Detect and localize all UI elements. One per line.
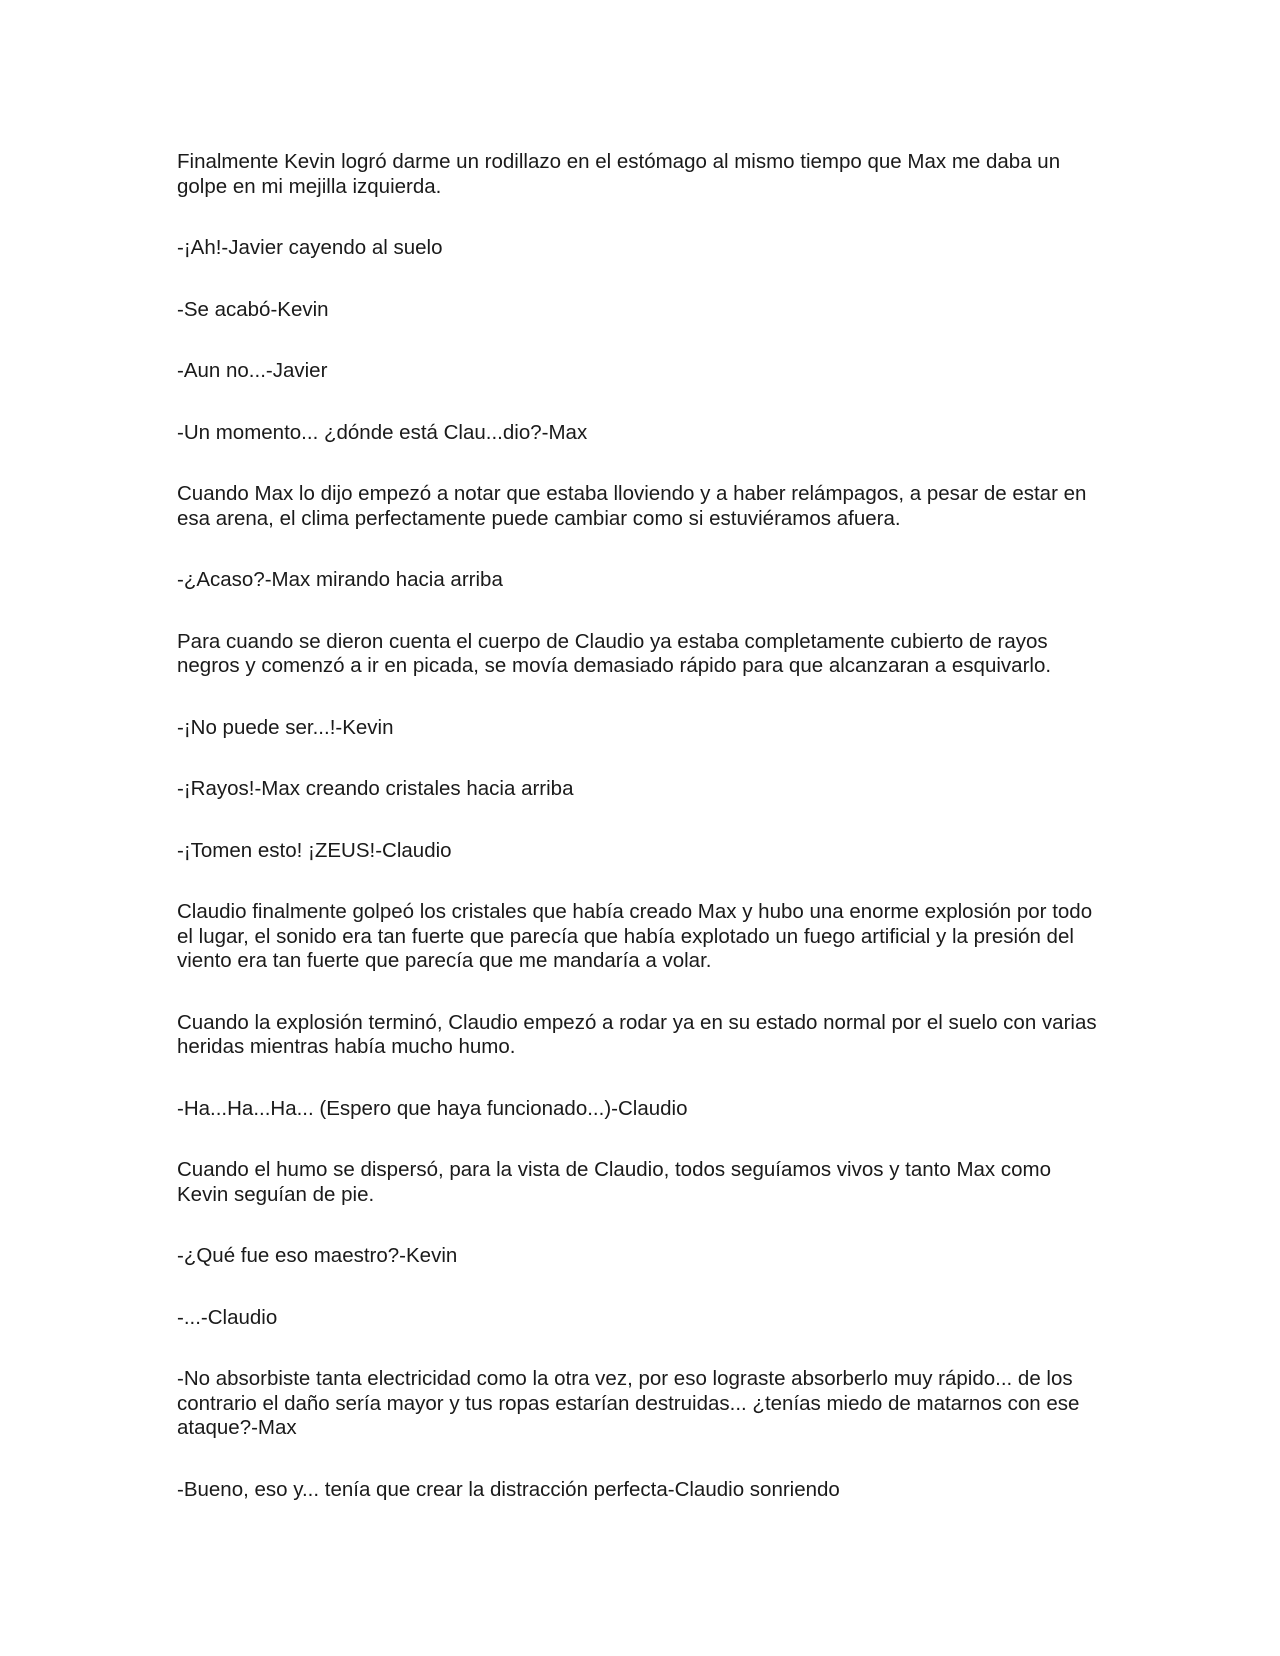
- dialogue-line: -¡Ah!-Javier cayendo al suelo: [177, 236, 443, 259]
- paragraph: Claudio finalmente golpeó los cristales que había creado Max y hubo una enorme explosión por todo el lugar, el sonido era tan fuerte que parecía que había explotado un fuego artificial y la presión del viento era tan fuerte que parecía que me mandaría a volar.: [177, 900, 1093, 972]
- paragraph: Cuando Max lo dijo empezó a notar que estaba lloviendo y a haber relámpagos, a pesar de estar en esa arena, el clima perfectamente puede cambiar como si estuviéramos afuera.: [177, 482, 1087, 530]
- dialogue-line: -¿Qué fue eso maestro?-Kevin: [177, 1244, 458, 1267]
- paragraph: -No absorbiste tanta electricidad como la otra vez, por eso lograste absorberlo muy rápido... de los contrario el daño sería mayor y tus ropas estarían destruidas... ¿tenías miedo de matarnos con ese ataque?-Max: [177, 1367, 1080, 1439]
- dialogue-line: -Bueno, eso y... tenía que crear la distracción perfecta-Claudio sonriendo: [177, 1477, 840, 1501]
- paragraph: Para cuando se dieron cuenta el cuerpo de Claudio ya estaba completamente cubierto de rayos negros y comenzó a ir en picada, se movía demasiado rápido para que alcanzaran a esquivarlo.: [177, 629, 1052, 677]
- dialogue-line: -Se acabó-Kevin: [177, 297, 329, 321]
- paragraph: Cuando la explosión terminó, Claudio empezó a rodar ya en su estado normal por el suelo con varias heridas mientras había mucho humo.: [177, 1010, 1097, 1058]
- dialogue-line: -...-Claudio: [177, 1305, 278, 1329]
- paragraph: Finalmente Kevin logró darme un rodillazo en el estómago al mismo tiempo que Max me daba un golpe en mi mejilla izquierda.: [177, 150, 1061, 198]
- dialogue-line: -Ha...Ha...Ha... (Espero que haya funcionado...)-Claudio: [177, 1096, 688, 1120]
- dialogue-line: -Un momento... ¿dónde está Clau...dio?-Max: [177, 420, 588, 444]
- dialogue-line: -¡No puede ser...!-Kevin: [177, 715, 394, 739]
- dialogue-line: -Aun no...-Javier: [177, 359, 328, 382]
- dialogue-line: -¿Acaso?-Max mirando hacia arriba: [177, 568, 503, 591]
- dialogue-line: -¡Tomen esto! ¡ZEUS!-Claudio: [177, 838, 452, 862]
- dialogue-line: -¡Rayos!-Max creando cristales hacia arriba: [177, 777, 574, 800]
- document-body: [177, 150, 1107, 1539]
- paragraph: Cuando el humo se dispersó, para la vista de Claudio, todos seguíamos vivos y tanto Max como Kevin seguían de pie.: [177, 1158, 1051, 1206]
